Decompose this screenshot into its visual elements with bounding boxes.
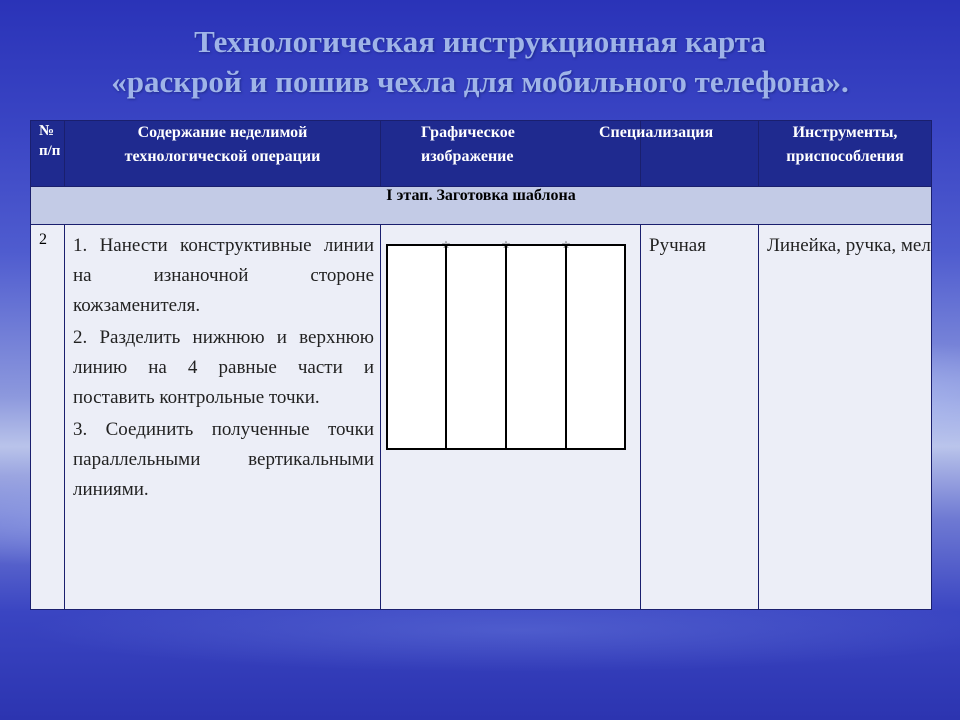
header-content: Содержание неделимой технологической операции: [65, 121, 381, 187]
table-row: [31, 225, 932, 610]
pattern-drawing: [385, 239, 629, 451]
operation-content: [65, 225, 381, 610]
table-header-row: [31, 121, 932, 187]
title-line-1: Технологическая инструкционная карта: [194, 24, 766, 59]
row-number: 2: [31, 225, 65, 610]
star-icon: ☆: [561, 240, 571, 251]
slide-title: [0, 22, 960, 102]
star-icon: ☆: [501, 240, 511, 251]
graphic-cell: [381, 225, 641, 610]
step-1: 1. Нанести конструктивные линии на изнаночной стороне кожзаменителя.: [73, 235, 374, 316]
tools-value: Линейка, ручка, мел: [759, 225, 932, 610]
title-line-2: «раскрой и пошив чехла для мобильного телефона».: [111, 64, 849, 99]
step-2: 2. Разделить нижнюю и верхнюю линию на 4 равные части и поставить контрольные точки.: [73, 327, 374, 408]
stage-row: [31, 187, 932, 225]
header-tools: Инструменты, приспособления: [759, 121, 932, 187]
header-specialization: Специализация: [641, 121, 759, 187]
instruction-card-table: [30, 120, 932, 610]
header-num: № п/п: [31, 121, 65, 187]
specialization-value: Ручная: [641, 225, 759, 610]
stage-title: I этап. Заготовка шаблона: [31, 187, 932, 225]
header-graphic: Графическое изображение: [381, 121, 641, 187]
step-3: 3. Соединить полученные точки параллельными вертикальными линиями.: [73, 419, 374, 500]
star-icon: ☆: [441, 240, 451, 251]
